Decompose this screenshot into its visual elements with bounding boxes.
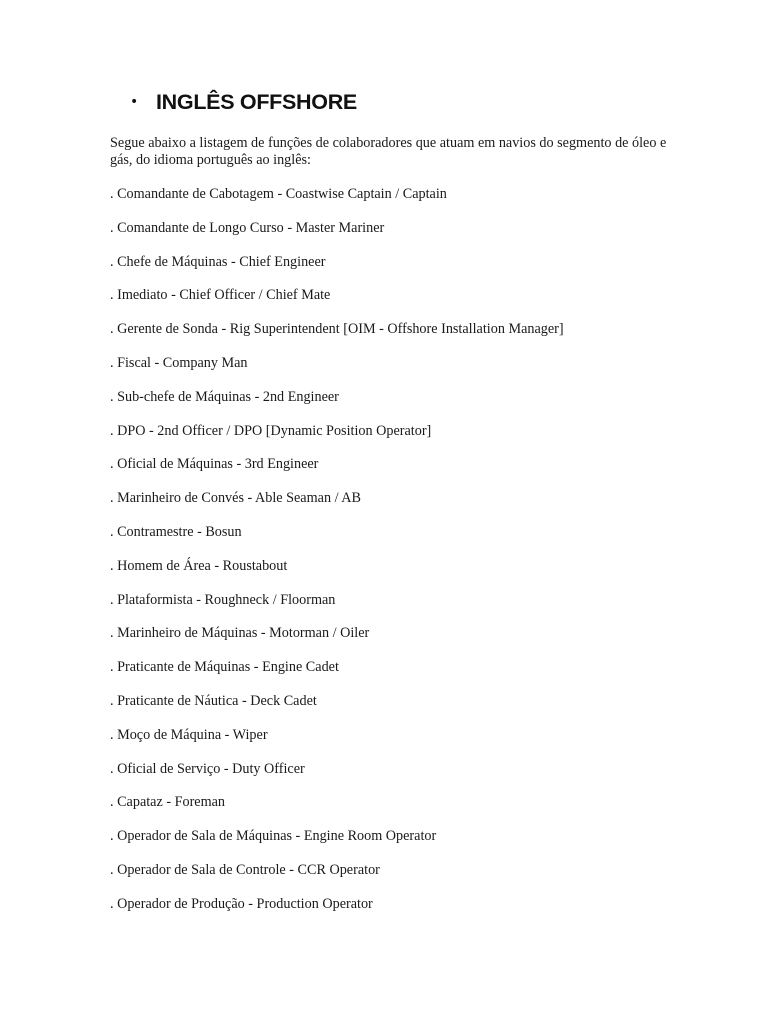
list-item: . Marinheiro de Convés - Able Seaman / AB [110,490,361,507]
page-title: INGLÊS OFFSHORE [156,89,357,114]
list-item: . Capataz - Foreman [110,794,226,811]
list-item: . Plataformista - Roughneck / Floorman [110,591,336,608]
list-item: . Moço de Máquina - Wiper [110,726,268,743]
list-item: . Operador de Produção - Production Operator [110,895,373,912]
list-item: . Praticante de Náutica - Deck Cadet [110,692,317,709]
list-item: . Fiscal - Company Man [110,354,248,371]
list-item: . Operador de Sala de Máquinas - Engine Room Operator [110,828,437,845]
list-item: . Oficial de Serviço - Duty Officer [110,760,305,777]
list-item: . Marinheiro de Máquinas - Motorman / Oiler [110,625,370,642]
list-item: . Gerente de Sonda - Rig Superintendent [OIM - Offshore Installation Manager] [110,321,564,338]
role-list [110,185,564,929]
list-item: . DPO - 2nd Officer / DPO [Dynamic Position Operator] [110,422,432,439]
list-item: . Homem de Área - Roustabout [110,557,288,574]
heading-row [130,88,357,116]
intro-paragraph: Segue abaixo a listagem de funções de colaboradores que atuam em navios do segmento de óleo e gás, do idioma português ao inglês: [110,135,667,168]
list-item: . Comandante de Longo Curso - Master Mariner [110,219,385,236]
list-item: . Chefe de Máquinas - Chief Engineer [110,253,326,270]
list-item: . Praticante de Máquinas - Engine Cadet [110,659,339,676]
list-item: . Contramestre - Bosun [110,523,242,540]
bullet-icon: • [130,94,139,110]
list-item: . Operador de Sala de Controle - CCR Operator [110,861,380,878]
list-item: . Imediato - Chief Officer / Chief Mate [110,287,331,304]
list-item: . Sub-chefe de Máquinas - 2nd Engineer [110,388,339,405]
list-item: . Comandante de Cabotagem - Coastwise Captain / Captain [110,186,447,202]
list-item: . Oficial de Máquinas - 3rd Engineer [110,456,319,473]
